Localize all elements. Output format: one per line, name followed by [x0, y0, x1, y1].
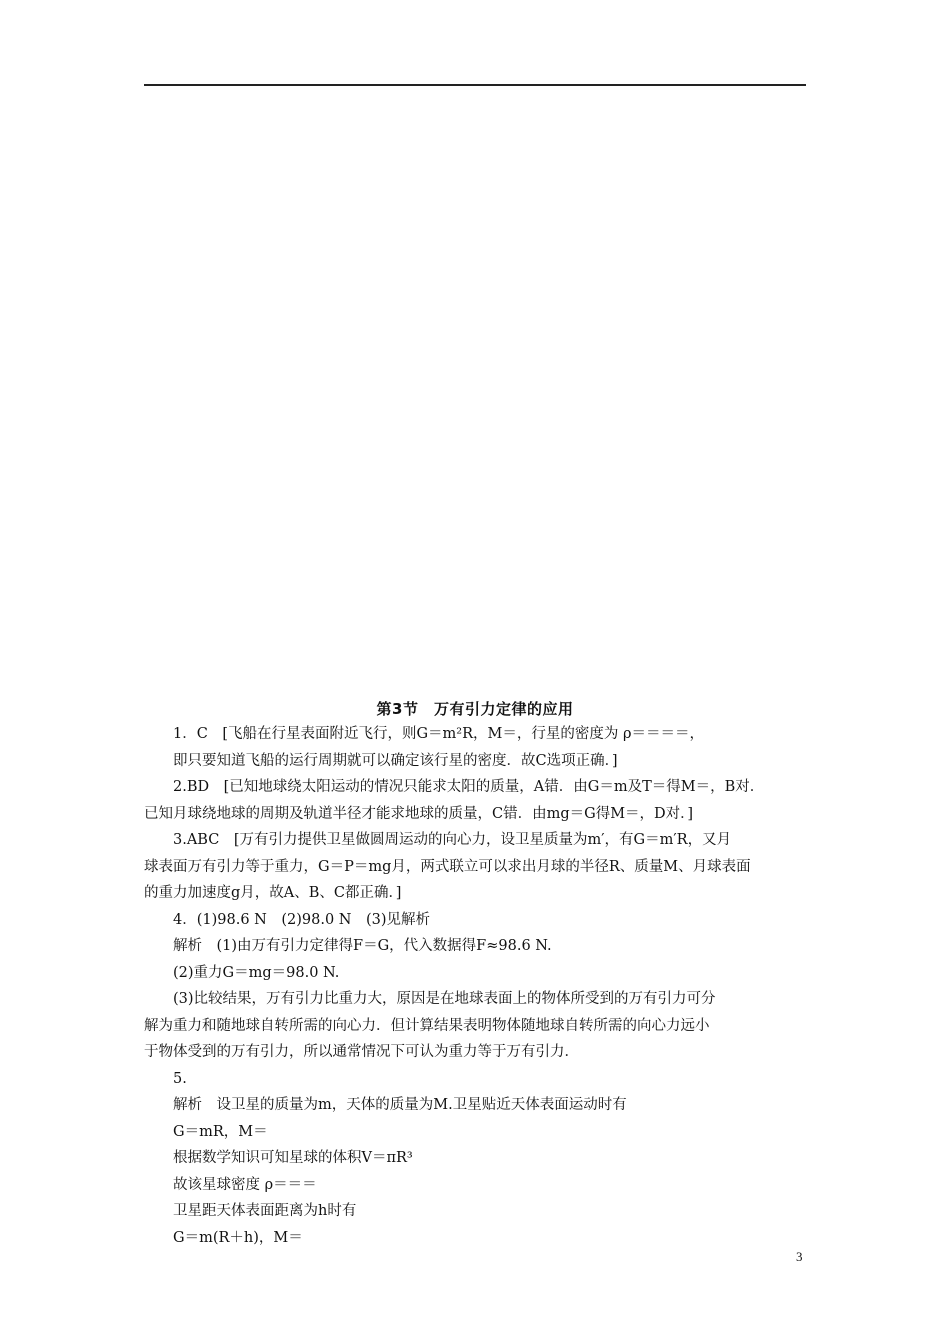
section-title: 第3节 万有引力定律的应用: [376, 700, 574, 718]
text-line: 故该星球密度 ρ＝＝＝: [173, 1176, 317, 1193]
text-line: 已知月球绕地球的周期及轨道半径才能求地球的质量，C错．由mg＝G得M＝，D对．]: [144, 805, 694, 822]
text-line: 的重力加速度g月，故A、B、C都正确．]: [144, 885, 402, 901]
text-line: 2.BD [已知地球绕太阳运动的情况只能求太阳的质量，A错．由G＝m及T＝得M＝，B对．: [173, 779, 765, 795]
text-line: 解析 设卫星的质量为m，天体的质量为M.卫星贴近天体表面运动时有: [173, 1097, 627, 1113]
text-line: G＝mR，M＝: [173, 1123, 268, 1140]
text-line: 即只要知道飞船的运行周期就可以确定该行星的密度．故C选项正确．]: [173, 752, 618, 769]
text-line: (3)比较结果，万有引力比重力大，原因是在地球表面上的物体所受到的万有引力可分: [173, 991, 716, 1007]
text-line: (2)重力G＝mg＝98.0 N.: [173, 964, 340, 981]
text-line: 4．(1)98.6 N (2)98.0 N (3)见解析: [173, 911, 431, 928]
text-line: 球表面万有引力等于重力，G＝P＝mg月，两式联立可以求出月球的半径R、质量M、月球表面: [144, 858, 751, 875]
text-line: 3.ABC [万有引力提供卫星做圆周运动的向心力，设卫星质量为m′，有G＝m′R，又月: [173, 832, 732, 848]
text-line: 1．C [飞船在行星表面附近飞行，则G＝m²R，M＝，行星的密度为 ρ＝＝＝＝，: [173, 726, 705, 742]
text-line: 5.: [173, 1070, 187, 1087]
text-line: 于物体受到的万有引力，所以通常情况下可认为重力等于万有引力．: [144, 1044, 579, 1060]
text-line: G＝m(R＋h)，M＝: [173, 1229, 303, 1246]
header-rule: [144, 84, 806, 86]
text-line: 卫星距天体表面距离为h时有: [173, 1203, 357, 1219]
text-line: 解为重力和随地球自转所需的向心力．但计算结果表明物体随地球自转所需的向心力远小: [144, 1017, 710, 1034]
answer-text: [144, 721, 806, 1251]
text-line: 根据数学知识可知星球的体积V＝πR³: [173, 1150, 413, 1166]
text-line: 解析 (1)由万有引力定律得F＝G，代入数据得F≈98.6 N.: [173, 938, 552, 954]
page-number: 3: [796, 1249, 803, 1264]
